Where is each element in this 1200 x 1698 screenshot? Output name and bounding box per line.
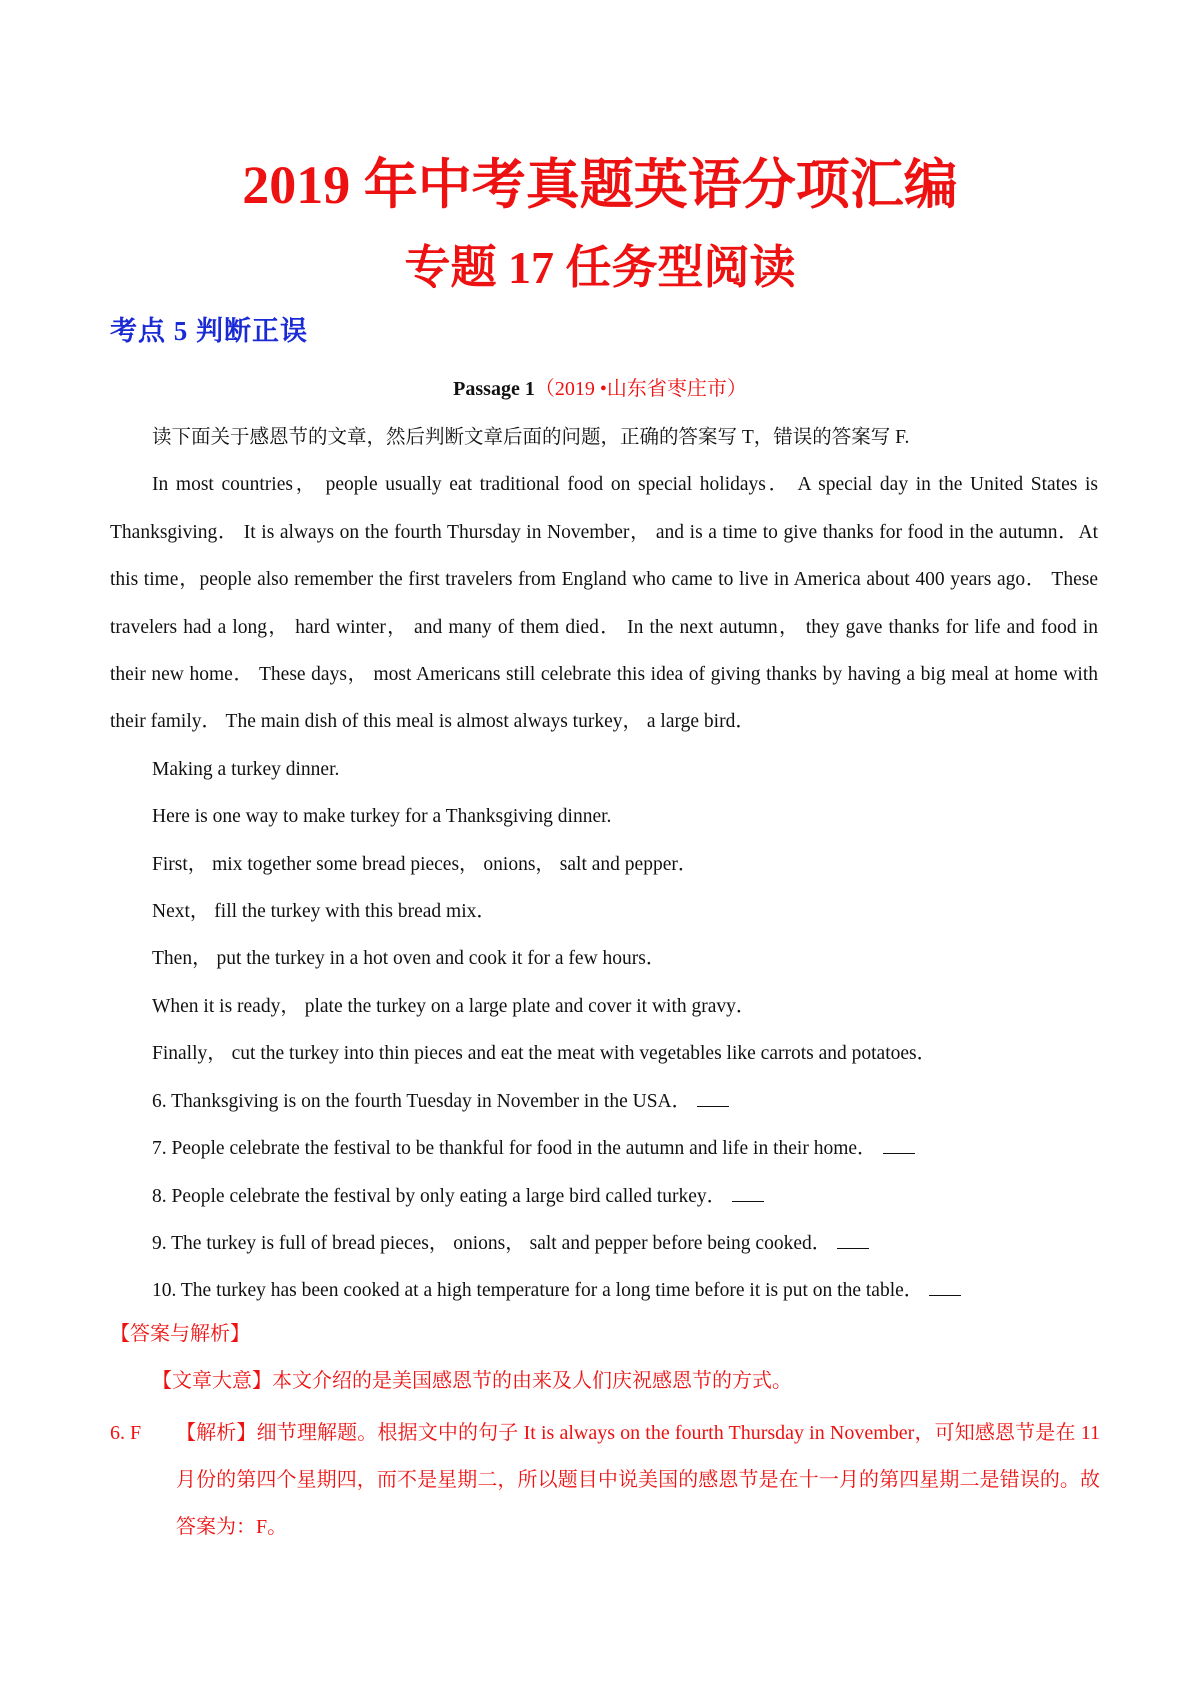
- recipe-line: Making a turkey dinner.: [152, 758, 340, 780]
- question-text: 6. Thanksgiving is on the fourth Tuesday in November in the USA．: [152, 1090, 692, 1112]
- document-title: 2019 年中考真题英语分项汇编: [242, 155, 958, 215]
- recipe-line: Finally， cut the turkey into thin pieces and eat the meat with vegetables like carrots and potatoes．: [152, 1043, 937, 1065]
- recipe-line: First， mix together some bread pieces， onions， salt and pepper．: [152, 853, 698, 875]
- answer-explanation: 【解析】细节理解题。根据文中的句子 It is always on the fourth Thursday in November，可知感恩节是在 11 月份的第四个星期四，而不是星期二，所以题目中说美国的感恩节是在十一月的第四星期二是错误的。故答案为：F。: [176, 1422, 1100, 1538]
- instruction-text: 读下面关于感恩节的文章，然后判断文章后面的问题，正确的答案写 T，错误的答案写 F.: [152, 427, 910, 448]
- question-item: [110, 1173, 1098, 1220]
- question-item: [110, 1267, 1098, 1314]
- passage-body: [110, 414, 1098, 1315]
- recipe-line: Next， fill the turkey with this bread mix．: [152, 901, 496, 923]
- answers-heading: 【答案与解析】: [110, 1323, 250, 1345]
- recipe-line: Then， put the turkey in a hot oven and cook it for a few hours．: [152, 948, 666, 970]
- document-subtitle: 专题 17 任务型阅读: [404, 242, 796, 293]
- question-text: 10. The turkey has been cooked at a high temperature for a long time before it is put on the table．: [152, 1280, 924, 1302]
- section-heading: 考点 5 判断正误: [110, 316, 308, 346]
- answers-summary: 【文章大意】本文介绍的是美国感恩节的由来及人们庆祝感恩节的方式。: [152, 1370, 792, 1392]
- passage-heading: [0, 374, 1200, 404]
- answer-number: 6. F: [110, 1422, 142, 1444]
- answer-blank: [697, 1090, 729, 1107]
- answer-blank: [732, 1185, 764, 1202]
- question-text: 9. The turkey is full of bread pieces， onions， salt and pepper before being cooked．: [152, 1232, 832, 1254]
- passage-paragraph: In most countries， people usually eat traditional food on special holidays． A special day in the United States is Thanksgiving． It is always on the fourth Thursday in November， and is a time to give thanks for food in the autumn．At this time，people also remember the first travelers from England who came to live in America about 400 years ago． These travelers had a long， hard winter， and many of them died． In the next autumn， they gave thanks for life and food in their new home． These days， most Americans still celebrate this idea of giving thanks by having a big meal at home with their family． The main dish of this meal is almost always turkey， a large bird．: [110, 474, 1098, 733]
- answer-blank: [837, 1232, 869, 1249]
- answer-blank: [929, 1279, 961, 1296]
- question-item: [110, 1220, 1098, 1267]
- answer-blank: [883, 1137, 915, 1154]
- recipe-line: Here is one way to make turkey for a Thanksgiving dinner.: [152, 806, 612, 828]
- question-item: [110, 1125, 1098, 1172]
- question-item: [110, 1078, 1098, 1125]
- passage-label: Passage 1: [453, 378, 535, 400]
- passage-source: （2019 •山东省枣庄市）: [534, 378, 747, 400]
- answer-item: [110, 1410, 1100, 1551]
- question-text: 8. People celebrate the festival by only eating a large bird called turkey．: [152, 1185, 727, 1207]
- question-text: 7. People celebrate the festival to be thankful for food in the autumn and life in their home．: [152, 1138, 877, 1160]
- recipe-line: When it is ready， plate the turkey on a large plate and cover it with gravy．: [152, 995, 756, 1017]
